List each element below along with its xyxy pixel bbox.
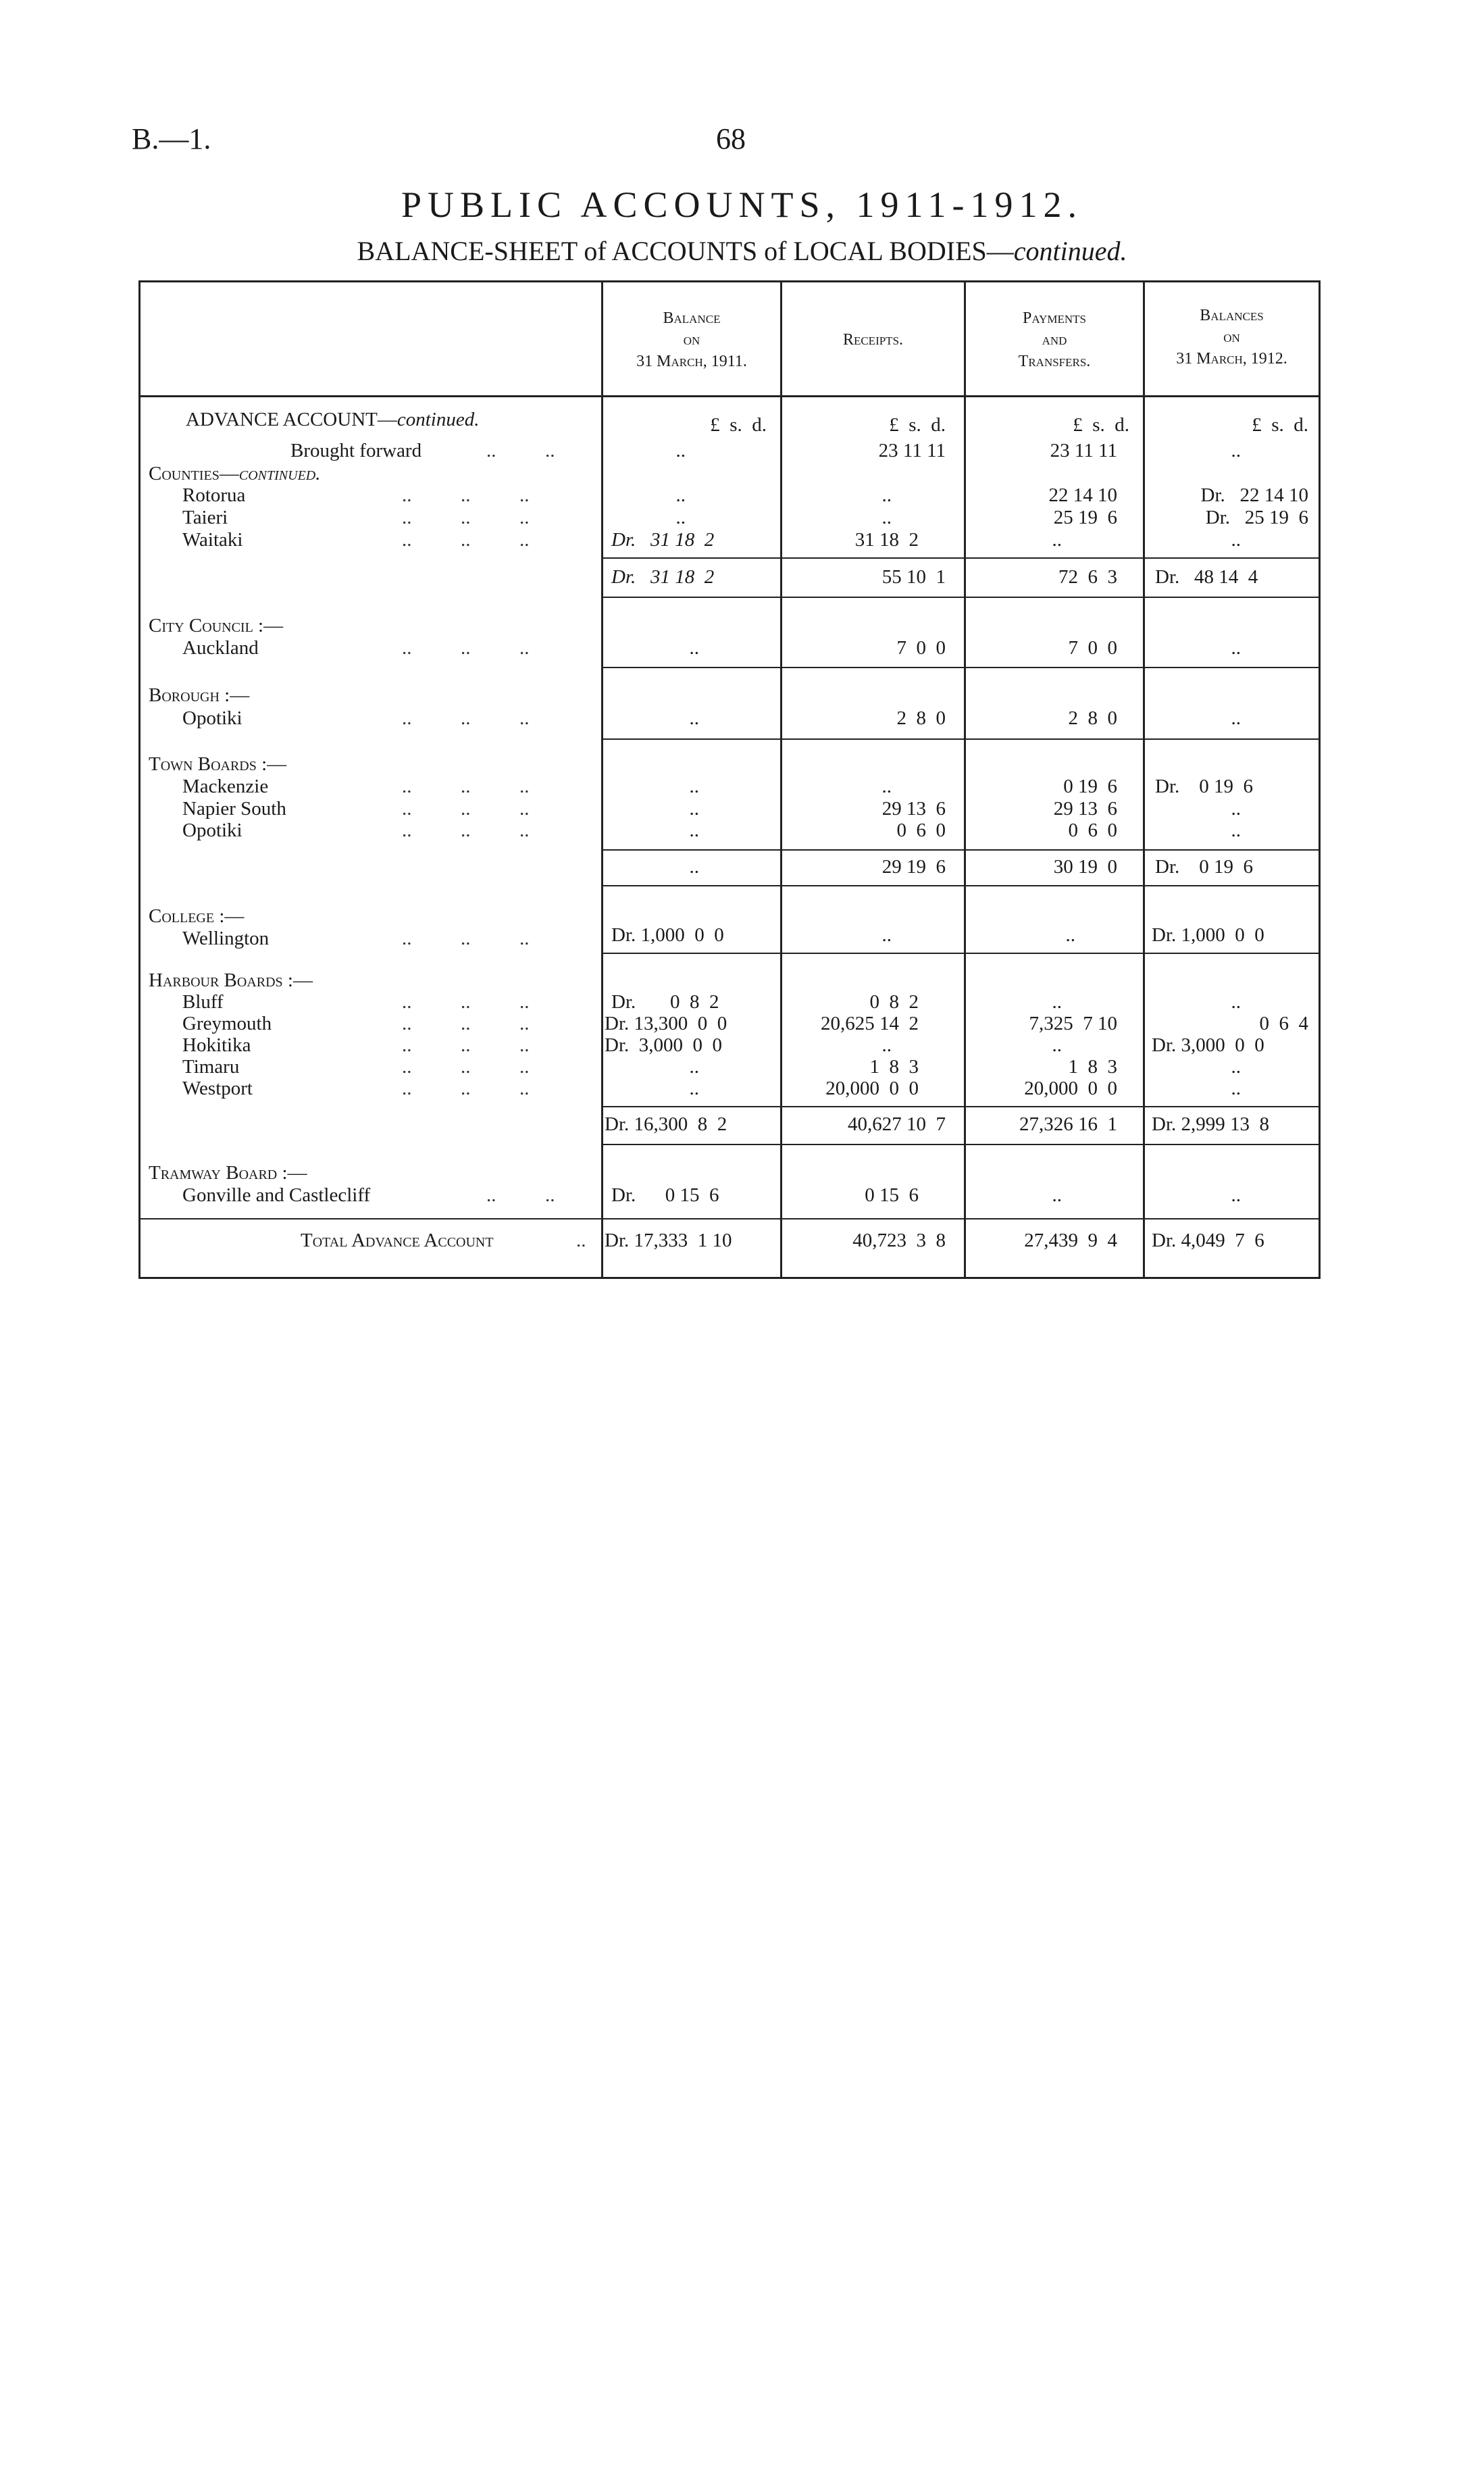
header-balances-1912 xyxy=(1145,305,1319,370)
cell-auckland-c3: 7 0 0 xyxy=(1068,637,1117,659)
col-rule-3 xyxy=(964,280,966,1279)
cell-napier-c3: 29 13 6 xyxy=(1053,798,1117,820)
cell-bf-c2: 23 11 11 xyxy=(878,440,946,461)
row-label-wellington: Wellington xyxy=(182,928,270,949)
group-rule xyxy=(603,738,1319,740)
page-number: 68 xyxy=(716,122,746,155)
leader-dots: .. .. .. xyxy=(402,507,530,528)
cell-harbour-total-c4: Dr. 2,999 13 8 xyxy=(1152,1113,1269,1135)
group-rule xyxy=(603,667,1319,668)
group-heading-tramway-board: Tramway Board :— xyxy=(149,1162,307,1184)
header-payments-line2: and xyxy=(1042,331,1067,349)
cell-town-total-c3: 30 19 0 xyxy=(1053,856,1117,878)
cell-napier-c4: .. xyxy=(1231,798,1241,820)
subtotal-rule xyxy=(603,885,1319,886)
subtotal-rule xyxy=(603,597,1319,598)
cell-grand-total-c2: 40,723 3 8 xyxy=(852,1230,946,1251)
cell-timaru-c3: 1 8 3 xyxy=(1068,1056,1117,1078)
cell-grand-total-c4: Dr. 4,049 7 6 xyxy=(1152,1230,1264,1251)
cell-timaru-c2: 1 8 3 xyxy=(869,1056,919,1078)
cell-opotiki-t-c4: .. xyxy=(1231,820,1241,841)
document-title: PUBLIC ACCOUNTS, 1911-1912. xyxy=(401,184,1083,225)
cell-hokitika-c1: Dr. 3,000 0 0 xyxy=(605,1034,722,1056)
leader-dots: .. .. xyxy=(486,1184,555,1206)
total-rule xyxy=(138,1218,1321,1219)
row-label-opotiki-borough: Opotiki xyxy=(182,707,242,729)
cell-wellington-c4: Dr. 1,000 0 0 xyxy=(1152,924,1264,946)
cell-westport-c4: .. xyxy=(1231,1078,1241,1099)
leader-dots: .. .. .. xyxy=(402,707,530,729)
counties-heading-main: Counties— xyxy=(149,463,239,484)
cell-napier-c2: 29 13 6 xyxy=(881,798,946,820)
leader-dots: .. .. .. xyxy=(402,529,530,551)
left-rule xyxy=(138,280,140,1279)
header-payments xyxy=(966,307,1143,372)
leader-dots: .. .. .. xyxy=(402,1013,530,1034)
leader-dots: .. .. .. xyxy=(402,820,530,841)
cell-wellington-c3: .. xyxy=(1065,924,1075,946)
leader-dots: .. .. .. xyxy=(402,1078,530,1099)
cell-bluff-c2: 0 8 2 xyxy=(869,991,919,1013)
cell-wellington-c2: .. xyxy=(881,924,892,946)
group-heading-harbour-boards: Harbour Boards :— xyxy=(149,970,313,991)
leader-dots: .. .. .. xyxy=(402,484,530,506)
cell-opotiki-t-c3: 0 6 0 xyxy=(1068,820,1117,841)
units-col-1: £ s. d. xyxy=(710,414,767,436)
col-rule-4 xyxy=(1143,280,1145,1279)
cell-westport-c3: 20,000 0 0 xyxy=(1024,1078,1117,1099)
cell-auckland-c2: 7 0 0 xyxy=(896,637,946,659)
cell-bf-c3: 23 11 11 xyxy=(1050,440,1117,461)
cell-bf-c4: .. xyxy=(1231,440,1241,461)
cell-rotorua-c1: .. xyxy=(675,484,686,506)
row-label-auckland: Auckland xyxy=(182,637,259,659)
cell-westport-c2: 20,000 0 0 xyxy=(825,1078,919,1099)
group-heading-borough: Borough :— xyxy=(149,684,250,706)
row-label-napier-south: Napier South xyxy=(182,798,286,820)
cell-opotiki-b-c1: .. xyxy=(689,707,699,729)
cell-rotorua-c3: 22 14 10 xyxy=(1048,484,1117,506)
cell-grand-total-c1: Dr. 17,333 1 10 xyxy=(605,1230,732,1251)
header-payments-line3: Transfers. xyxy=(1018,353,1091,370)
counties-heading-italic: continued. xyxy=(238,463,321,484)
cell-mackenzie-c4: Dr. 0 19 6 xyxy=(1155,776,1253,797)
row-label-gonville: Gonville and Castlecliff xyxy=(182,1184,371,1206)
cell-grand-total-c3: 27,439 9 4 xyxy=(1024,1230,1117,1251)
cell-opotiki-t-c1: .. xyxy=(689,820,699,841)
subtitle-main: BALANCE-SHEET of ACCOUNTS of LOCAL BODIES— xyxy=(357,236,1014,266)
cell-counties-total-c1: Dr. 31 18 2 xyxy=(611,566,715,588)
row-label-total-advance: Total Advance Account xyxy=(301,1230,494,1251)
cell-hokitika-c4: Dr. 3,000 0 0 xyxy=(1152,1034,1264,1056)
cell-opotiki-b-c3: 2 8 0 xyxy=(1068,707,1117,729)
cell-bluff-c1: Dr. 0 8 2 xyxy=(611,991,719,1013)
leader-dots: .. .. .. xyxy=(402,1056,530,1078)
col-rule-2 xyxy=(780,280,782,1279)
row-label-taieri: Taieri xyxy=(182,507,228,528)
section-title-italic: continued. xyxy=(396,409,480,430)
cell-westport-c1: .. xyxy=(689,1078,699,1099)
header-receipts-line1: Receipts. xyxy=(842,331,904,349)
cell-napier-c1: .. xyxy=(689,798,699,820)
cell-mackenzie-c1: .. xyxy=(689,776,699,797)
cell-waitaki-c4: .. xyxy=(1231,529,1241,551)
cell-harbour-total-c3: 27,326 16 1 xyxy=(1019,1113,1117,1135)
cell-greymouth-c4: 0 6 4 xyxy=(1259,1013,1308,1034)
cell-harbour-total-c2: 40,627 10 7 xyxy=(848,1113,946,1135)
leader-dots: .. .. .. xyxy=(402,776,530,797)
cell-harbour-total-c1: Dr. 16,300 8 2 xyxy=(605,1113,727,1135)
cell-timaru-c4: .. xyxy=(1231,1056,1241,1078)
section-title xyxy=(186,409,479,431)
header-balance-1911 xyxy=(603,307,780,372)
document-subtitle xyxy=(0,235,1484,267)
cell-opotiki-t-c2: 0 6 0 xyxy=(896,820,946,841)
section-title-main: ADVANCE ACCOUNT— xyxy=(186,409,397,430)
right-rule xyxy=(1319,280,1321,1279)
header-balances-1912-line1: Balances xyxy=(1200,307,1264,324)
cell-taieri-c3: 25 19 6 xyxy=(1053,507,1117,528)
cell-waitaki-c2: 31 18 2 xyxy=(854,529,919,551)
subtotal-rule xyxy=(603,1144,1319,1145)
row-label-hokitika: Hokitika xyxy=(182,1034,251,1056)
cell-hokitika-c3: .. xyxy=(1052,1034,1062,1056)
cell-town-total-c2: 29 19 6 xyxy=(881,856,946,878)
page-reference: B.—1. xyxy=(132,122,211,155)
cell-opotiki-b-c4: .. xyxy=(1231,707,1241,729)
cell-opotiki-b-c2: 2 8 0 xyxy=(896,707,946,729)
units-col-4: £ s. d. xyxy=(1252,414,1308,436)
cell-taieri-c4: Dr. 25 19 6 xyxy=(1205,507,1308,528)
header-balance-1911-line2: on xyxy=(683,331,700,349)
cell-auckland-c1: .. xyxy=(689,637,699,659)
cell-gonville-c2: 0 15 6 xyxy=(865,1184,919,1206)
leader-dots: .. .. .. xyxy=(402,1034,530,1056)
row-label-rotorua: Rotorua xyxy=(182,484,246,506)
subtotal-rule xyxy=(603,1106,1319,1107)
cell-rotorua-c2: .. xyxy=(881,484,892,506)
header-payments-line1: Payments xyxy=(1023,309,1086,327)
header-balance-1911-line3: 31 March, 1911. xyxy=(636,353,747,370)
leader-dots: .. .. .. xyxy=(402,798,530,820)
row-label-bluff: Bluff xyxy=(182,991,224,1013)
cell-town-total-c4: Dr. 0 19 6 xyxy=(1155,856,1253,878)
header-balance-1911-line1: Balance xyxy=(663,309,721,327)
leader-dots: .. .. xyxy=(486,440,555,461)
cell-timaru-c1: .. xyxy=(689,1056,699,1078)
cell-rotorua-c4: Dr. 22 14 10 xyxy=(1200,484,1308,506)
cell-gonville-c1: Dr. 0 15 6 xyxy=(611,1184,719,1206)
leader-dots: .. .. .. xyxy=(402,928,530,949)
cell-town-total-c1: .. xyxy=(689,856,699,878)
row-label-timaru: Timaru xyxy=(182,1056,240,1078)
cell-waitaki-c1: Dr. 31 18 2 xyxy=(611,529,715,551)
cell-bf-c1: .. xyxy=(675,440,686,461)
cell-auckland-c4: .. xyxy=(1231,637,1241,659)
cell-bluff-c3: .. xyxy=(1052,991,1062,1013)
leader-dots: .. .. .. xyxy=(402,991,530,1013)
row-label-waitaki: Waitaki xyxy=(182,529,243,551)
cell-waitaki-c3: .. xyxy=(1052,529,1062,551)
cell-greymouth-c1: Dr. 13,300 0 0 xyxy=(605,1013,727,1034)
group-heading-town-boards: Town Boards :— xyxy=(149,753,287,775)
cell-gonville-c4: .. xyxy=(1231,1184,1241,1206)
cell-mackenzie-c3: 0 19 6 xyxy=(1063,776,1117,797)
header-receipts xyxy=(782,329,964,351)
subtotal-rule xyxy=(603,557,1319,559)
header-balances-1912-line2: on xyxy=(1223,328,1240,346)
row-label-westport: Westport xyxy=(182,1078,253,1099)
leader-dots: .. xyxy=(576,1230,586,1251)
header-balances-1912-line3: 31 March, 1912. xyxy=(1176,350,1287,368)
row-label-brought-forward: Brought forward xyxy=(290,440,422,461)
leader-dots: .. .. .. xyxy=(402,637,530,659)
cell-counties-total-c2: 55 10 1 xyxy=(881,566,946,588)
group-heading-city-council: City Council :— xyxy=(149,615,284,636)
cell-taieri-c1: .. xyxy=(675,507,686,528)
cell-counties-total-c4: Dr. 48 14 4 xyxy=(1155,566,1258,588)
cell-taieri-c2: .. xyxy=(881,507,892,528)
cell-gonville-c3: .. xyxy=(1052,1184,1062,1206)
cell-counties-total-c3: 72 6 3 xyxy=(1058,566,1117,588)
cell-bluff-c4: .. xyxy=(1231,991,1241,1013)
row-label-greymouth: Greymouth xyxy=(182,1013,272,1034)
group-rule xyxy=(603,953,1319,954)
cell-hokitika-c2: .. xyxy=(881,1034,892,1056)
row-label-opotiki-town: Opotiki xyxy=(182,820,242,841)
ledger-table xyxy=(138,280,1321,1280)
cell-wellington-c1: Dr. 1,000 0 0 xyxy=(611,924,724,946)
cell-mackenzie-c2: .. xyxy=(881,776,892,797)
subtotal-rule xyxy=(603,849,1319,851)
cell-greymouth-c3: 7,325 7 10 xyxy=(1029,1013,1117,1034)
row-label-mackenzie: Mackenzie xyxy=(182,776,269,797)
group-heading-counties xyxy=(149,463,321,485)
group-heading-college: College :— xyxy=(149,905,245,927)
units-col-3: £ s. d. xyxy=(1073,414,1129,436)
subtitle-italic: continued. xyxy=(1013,236,1127,266)
units-col-2: £ s. d. xyxy=(889,414,946,436)
col-rule-1 xyxy=(601,280,603,1279)
cell-greymouth-c2: 20,625 14 2 xyxy=(821,1013,919,1034)
